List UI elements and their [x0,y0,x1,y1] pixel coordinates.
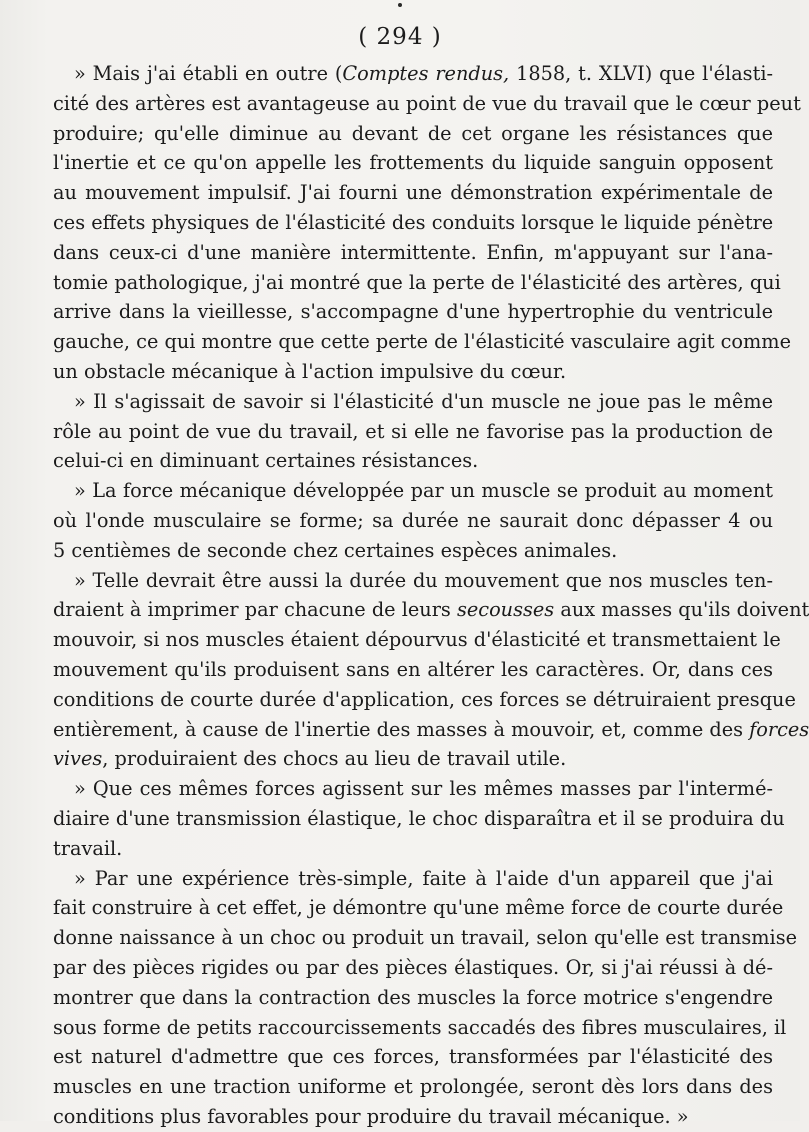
text-line [33,297,773,327]
text-run: gauche, ce qui montre que cette perte de l'élasticité vasculaire agit comme [53,330,791,354]
text-run: l'inertie et ce qu'on appelle les frottements du liquide sanguin opposent [53,151,773,175]
text-line [33,893,784,923]
text-run: un obstacle mécanique à l'action impulsive du cœur. [53,359,567,383]
text-run: produire; qu'elle diminue au devant de cet organe les résistances que [53,121,773,145]
text-line [33,566,773,596]
paragraph [33,774,785,863]
text-run: ces effets physiques de l'élasticité des conduits lorsque le liquide pénètre [53,210,774,234]
text-run: au mouvement impulsif. J'ai fourni une démonstration expérimentale de [53,181,773,205]
paragraph [33,476,773,565]
text-line [33,864,773,894]
text-run: conditions plus favorables pour produire du travail mécanique. » [53,1104,689,1128]
text-line [33,178,773,208]
text-line [33,327,791,357]
text-run: 5 centièmes de seconde chez certaines espèces animales. [53,538,618,562]
text-run: celui-ci en diminuant certaines résistances. [53,449,479,473]
text-line [33,506,773,536]
text-run: dans ceux-ci d'une manière intermittente. Enfin, m'appuyant sur l'ana- [53,240,773,264]
paragraph [33,566,809,775]
text-run: travail. [53,836,123,860]
text-line [33,953,773,983]
text-line [33,655,773,685]
text-line [33,59,773,89]
text-line [33,148,773,178]
text-run: » Par une expérience très-simple, faite à l'aide d'un appareil que j'ai [74,866,773,890]
text-line [33,89,801,119]
text-line [33,923,798,953]
text-line [33,446,773,476]
text-run: » Telle devrait être aussi la durée du mouvement que nos muscles ten- [74,568,773,592]
text-line [33,625,781,655]
text-run: arrive dans la vieillesse, s'accompagne d'une hypertrophie du ventricule [53,300,773,324]
text-line [33,357,773,387]
text-line [33,417,773,447]
text-run: où l'onde musculaire se forme; sa durée ne saurait donc dépasser 4 ou [53,508,773,532]
paragraph [33,59,801,387]
text-run: aux masses qu'ils doivent [554,598,809,622]
text-line [33,476,773,506]
text-line [33,1013,787,1043]
page-number: ( 294 ) [358,24,442,50]
text-run: donne naissance à un choc ou produit un travail, selon qu'elle est transmise [53,926,798,950]
text-line [33,774,773,804]
text-line [33,744,773,774]
text-run: diaire d'une transmission élastique, le choc disparaîtra et il se produira du [53,806,785,830]
text-run: » Il s'agissait de savoir si l'élasticité d'un muscle ne joue pas le même [74,389,773,413]
text-line [33,685,796,715]
text-line [33,715,809,745]
italic-run: vives [53,747,103,771]
body-text [33,59,809,1132]
text-line [33,595,809,625]
text-run: 1858, t. XLVI) que l'élasti- [509,62,774,85]
text-line [33,238,773,268]
text-line [33,1102,773,1132]
paragraph [33,387,773,476]
text-run: mouvoir, si nos muscles étaient dépourvus d'élasticité et transmettaient le [53,628,781,652]
text-run: fait construire à cet effet, je démontre qu'une même force de courte durée [53,896,784,920]
text-line [33,983,773,1013]
text-run: » La force mécanique développée par un muscle se produit au moment [74,479,773,503]
text-run: montrer que dans la contraction des muscles la force motrice s'engendre [53,985,773,1009]
text-run: est naturel d'admettre que ces forces, transformées par l'élasticité des [53,1045,773,1069]
text-run: conditions de courte durée d'application, ces forces se détruiraient presque [53,687,796,711]
text-line [33,536,773,566]
text-run: , produiraient des chocs au lieu de travail utile. [102,747,567,771]
text-line [33,1072,773,1102]
italic-run: Comptes rendus, [342,62,510,85]
text-line [33,119,773,149]
text-run: draient à imprimer par chacune de leurs [53,598,457,622]
italic-run: forces [749,717,809,741]
text-line [33,804,785,834]
text-run: rôle au point de vue du travail, et si elle ne favorise pas la production de [53,419,773,443]
text-run: » Que ces mêmes forces agissent sur les mêmes masses par l'intermé- [74,777,773,801]
text-run: muscles en une traction uniforme et prolongée, seront dès lors dans des [53,1075,773,1099]
text-run: » Mais j'ai établi en outre ( [74,62,343,85]
text-run: mouvement qu'ils produisent sans en altérer les caractères. Or, dans ces [53,657,773,681]
text-run: entièrement, à cause de l'inertie des masses à mouvoir, et, comme des [53,717,750,741]
text-line [33,834,773,864]
text-run: tomie pathologique, j'ai montré que la perte de l'élasticité des artères, qui [53,270,781,294]
text-run: sous forme de petits raccourcissements saccadés des fibres musculaires, il [53,1015,787,1039]
italic-run: secousses [456,598,555,622]
printing-dot [398,3,402,7]
paragraph [33,864,798,1132]
text-line [33,208,773,238]
text-run: par des pièces rigides ou par des pièces élastiques. Or, si j'ai réussi à dé- [53,955,773,979]
text-line [33,268,781,298]
text-line [33,1042,773,1072]
text-run: cité des artères est avantageuse au point de vue du travail que le cœur peut [53,91,801,115]
text-line [33,387,773,417]
